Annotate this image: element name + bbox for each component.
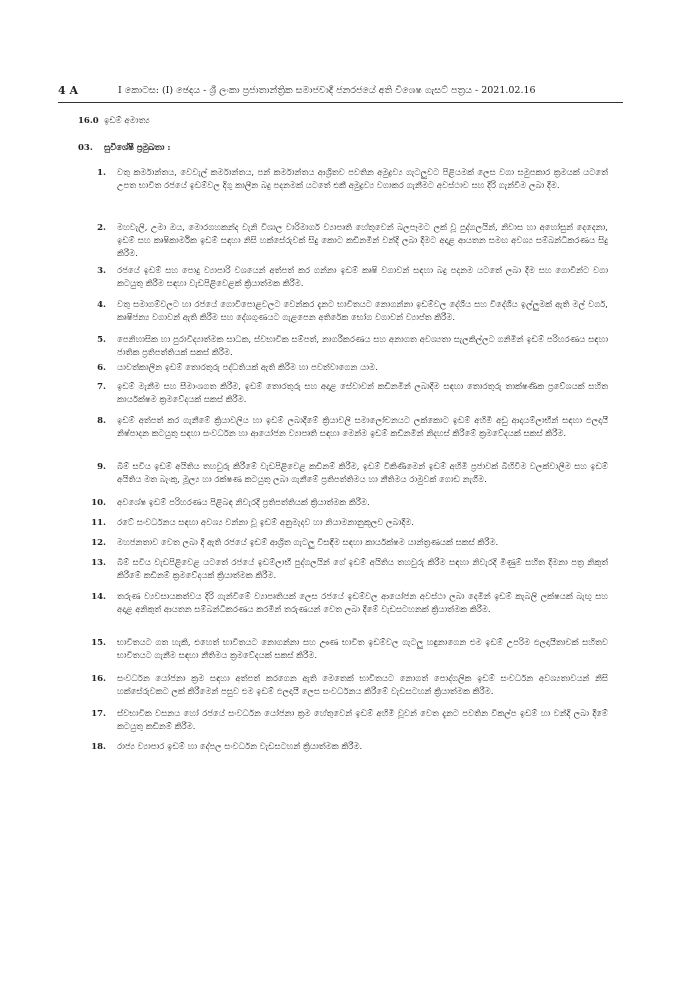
subsection-title: සුවිශේෂී ප්‍රමුඛතා : — [104, 143, 171, 153]
item-number: 4. — [97, 300, 106, 310]
item-text: බිම් සවිය ඉඩම් අයිතිය තහවුරු කිරීමේ වැඩපිළිවෙළ කඩිනම් කිරීම, ඉඩම් විකිණීමෙන් ඉඩම් අහිමි ප්‍රජාවක් බිහිවීම වලක්වාලීම සහ ඉඩම් අයිතිය මත බැංකු, මූල්‍ය හා රක්ෂණ කටයුතු ලබා ගැනීමේ ප්‍රතිපත්තිමය හා නීතිමය රාමුවක් ගොඩ නැගීම. — [117, 462, 608, 485]
list-item — [88, 415, 608, 441]
item-number: 9. — [97, 462, 106, 472]
item-number: 11. — [91, 518, 106, 528]
list-item — [88, 673, 608, 699]
item-number: 13. — [91, 558, 106, 568]
list-item — [88, 637, 608, 663]
list-item — [88, 362, 608, 375]
list-item — [88, 517, 608, 530]
item-text: මහවැලි, උමා ඔය, මොරගහකන්ද වැනි විශාල වාරිමාර්ග ව්‍යාපෘති හේතුවෙන් බලපෑමට ලක් වූ පුද්ගලයින්, නිවාස හා අහෝසුන් දෙදෙනා, ඉඩම් සහ කෘෂිකාර්මික ඉඩම් සඳහා නිසි හක්සේරුවක් සිදු කොට කඩිනමින් වන්දි ලබා දීමට අදාළ ආයතන සමඟ අවශ්‍ය සම්බන්ධීකරණය සිදු කිරීම. — [117, 223, 608, 259]
item-text: ඉඩම් මැනීම සහ සීමාංශගත කිරීම, ඉඩම් තොරතුරු සහ අදාළ සේවාවන් කඩිනමින් ලබාදීම සඳහා තොරතුරු තාක්ෂණික ප්‍රවේශයක් සහිත කාර්යක්ෂම ක්‍රමවේදයක් සකස් කිරීම. — [117, 382, 608, 405]
list-item — [88, 557, 608, 583]
item-number: 15. — [91, 638, 106, 648]
item-number: 6. — [97, 363, 106, 373]
item-text: ස්වභාවික වසනය හෝ රජයේ සංවර්ධන යෝජනා ක්‍රම හේතුවෙන් ඉඩම් අහිමි වූවන් වෙත දැනට පවතින විකල්ප ඉඩම් හා වන්දි ලබා දීමේ කටයුතු කඩිනම් කිරීම. — [117, 709, 608, 732]
item-number: 16. — [91, 674, 106, 684]
section-title: ඉඩම් අමාත්‍ය — [104, 116, 150, 126]
list-item — [88, 497, 608, 510]
item-number: 14. — [91, 592, 106, 602]
list-item — [88, 299, 608, 325]
list-item — [88, 591, 608, 617]
item-text: අවශේෂ ඉඩම් පරිහරණය පිළිබඳ නිවැරදි ප්‍රතිපත්තියක් ක්‍රියාත්මක කිරීම. — [117, 498, 370, 508]
list-item — [88, 167, 608, 193]
list-item — [88, 381, 608, 407]
list-item — [88, 708, 608, 734]
running-title: I කොටස: (I) ඡෙදය - ශ්‍රී ලංකා ප්‍රජාතාන්ත්‍රික සමාජවාදී ජනරජයේ අති විශෙෂ ගැසට් පත්‍රය - 2021.02.16 — [118, 85, 536, 96]
item-number: 5. — [97, 335, 106, 345]
list-item — [88, 334, 608, 360]
item-text: තරුණ ව්‍යවසායකත්වය දිරි ගැන්වීමේ ව්‍යාපෘතියක් ලෙස රජයේ ඉඩම්වල ආයෝජන අවස්ථා ලබා දෙමින් ඉඩම් කැබලි ලක්ෂයක් බැඟු සහ අදාළ අනිකුත් ආයතන සම්බන්ධීකරණය කරමින් තරුණයන් වෙත ලබා දීමේ වැඩසටහනක් ක්‍රියාත්මක කිරීම. — [117, 592, 608, 615]
item-number: 8. — [97, 416, 106, 426]
list-item — [88, 461, 608, 487]
item-text: යාවත්කාලීන ඉඩම් තොරතුරු පද්ධතියක් ඇති කිරීම හා පවත්වාගෙන යාම. — [117, 363, 378, 373]
item-number: 1. — [97, 168, 106, 178]
page-header — [58, 84, 618, 100]
item-text: බිම් සවිය වැඩපිළිවෙළ යටතේ රජයේ ඉඩම්ලාභී පුද්ගලයින් ගේ ඉඩම් අයිතිය තහවුරු කිරීම සඳහා නිවැරදි මිණුම් සහිත දීමනා පත්‍ර නිකුත් කිරීමේ කඩිනම් ක්‍රමවේදයක් ක්‍රියාත්මක කිරීම. — [117, 558, 608, 581]
list-item — [88, 537, 608, 550]
item-number: 18. — [91, 742, 106, 752]
item-text: රාජ්‍ය ව්‍යාපාර ඉඩම් හා දේපල සංවර්ධන වැඩසටහන් ක්‍රියාත්මක කිරීම. — [117, 742, 363, 752]
list-item — [88, 265, 608, 291]
item-text: පෙනිහාසික හා පුරාවිද්‍යාත්මක සාධක, ස්වභාවික සම්පත්, නාගරීකරණය සහ අනාගත අවශ්‍යතා සැලකිල්ලට ගනිමින් ඉඩම් පරිහරණය සඳහා ජාතික ප්‍රතිපත්තියක් සකස් කිරීම. — [117, 335, 608, 358]
item-number: 10. — [91, 498, 106, 508]
item-number: 2. — [97, 223, 106, 233]
item-text: සංවර්ධන යෝජනා ක්‍රම සඳහා අත්පත් කරගෙන ඇති මෙතෙක් භාවිතයට නොගත් පොද්ගලික ඉඩම් සංවර්ධන අවශ්‍යතාවයන් නිසි හක්සේරුවකට ලක් කිරීමෙන් පසුව එම ඉඩම් ඵලදායී ලෙස සංවර්ධනය කිරීමේ වැඩසටහන් ක්‍රියාත්මක කිරීම. — [117, 674, 608, 697]
item-text: වතු සමාගම්වලට හා රජයේ ගොවිපොළවලට වෙන්කර දැනට භාවිතයට නොගන්නා ඉඩම්වල දේශීය සහ විදේශීය ඉල්ලුමක් ඇති මල් වර්ග, කෘෂිජන්‍ය වගාවන් ඇති කිරීම සහ දේශගුණයට ගැළපෙන අතිරේක භෝග වගාවන් ව්‍යාප්ත කිරීම. — [117, 300, 608, 323]
list-item — [88, 222, 608, 261]
item-text: ඉඩම් අත්පත් කර ගැනීමේ ක්‍රියාවලිය හා ඉඩම් ලබාදීමේ ක්‍රියාවලි සමාලෝචනයට ලක්කොට ඉඩම් අහිමි අඩු ආදායම්ලාභීන් සඳහා ඵලදායී නිෂ්පාදන කටයුතු සඳහා සංවර්ධන හා ආයෝජන ව්‍යාපෘති සඳහා මෙන්ම ඉඩම් කඩිනමින් නිදහස් කිරීමේ ක්‍රමවේදයක් සකස් කිරීම. — [117, 416, 608, 439]
section-number: 16.0 — [78, 116, 99, 126]
list-item — [88, 741, 608, 754]
item-text: රටේ සංවර්ධනය සඳහා අවශ්‍ය වන්නා වූ ඉඩම් අනුමැදව හා නියාමනානුකූලව ලබාදීම. — [117, 518, 414, 528]
item-text: වතු කර්මාන්තය, වෙවැල් කර්මාන්තය, පන් කර්මාන්තය ආශ්‍රිතව පවතින අමුද්‍රව්‍ය ගැටලුවට පිළියමක් ලෙස වගා සමුපකාර ක්‍රමයක් යටතේ උපත භාවිත රජයේ ඉඩම්වල දිගු කාලීන බදු පදනමක් යටතේ එකී අමුද්‍රව්‍ය වගාකර ගැනීමට අවස්ථාව සහ දිරි ගැන්වීම ලබා දීම. — [117, 168, 608, 191]
item-number: 7. — [97, 382, 106, 392]
item-text: භාවිතයට ගත හැකි, එහෙත් භාවිතයට නොගන්නා සහ ඌණ භාවිත ඉඩම්වල ගැටලු හඳුනාගෙන එම ඉඩම් උපරිම ඵලදායීතාවක් සහිතව භාවිතයට ගැනීම සඳහා නීතිමය ක්‍රමවේදයක් සකස් කිරීම. — [117, 638, 608, 661]
page-number: 4 A — [58, 84, 79, 97]
item-text: රජයේ ඉඩම් සහ පොදු ව්‍යාපාරි වශයෙන් අත්පත් කර ගන්නා ඉඩම් කෘෂි වගාවන් සඳහා බදු පදනම යටතේ ලබා දීම සහ ගොවීන්ට වගා කටයුතු කිරීම සඳහා වැඩපිළිවෙළක් ක්‍රියාත්මක කිරීම. — [117, 266, 608, 289]
item-number: 12. — [91, 538, 106, 548]
item-text: මහජනතාව වෙත ලබා දී ඇති රජයේ ඉඩම් ආශ්‍රිත ගැටලු විසඳීම සඳහා කාර්යක්ෂම යාන්ත්‍රණයක් සකස් කිරීම. — [117, 538, 499, 548]
item-number: 3. — [97, 266, 106, 276]
item-number: 17. — [91, 709, 106, 719]
subsection-number: 03. — [78, 143, 93, 153]
header-rule — [58, 102, 623, 103]
